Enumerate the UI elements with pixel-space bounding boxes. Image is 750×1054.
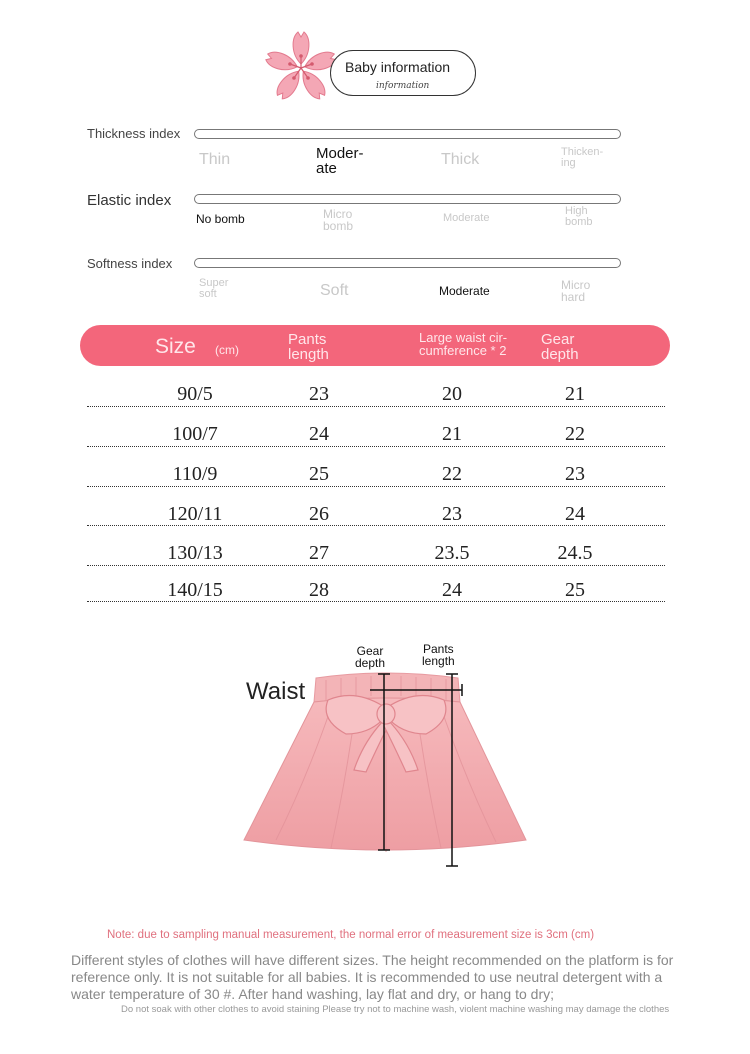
elastic-index-label: Elastic index bbox=[87, 192, 172, 209]
care-instructions: Different styles of clothes will have different sizes. The height recommended on the platform is for reference only. It is not suitable for all babies. It is recommended to use neutral detergent with a water temperature of 30 #. After hand washing, lay flat and dry, or hang to dry; bbox=[71, 952, 674, 1002]
cell-size: 110/9 bbox=[172, 463, 218, 485]
cell-size: 130/13 bbox=[167, 542, 223, 564]
thickness-index-label: Thickness index bbox=[87, 126, 181, 141]
cell-gear-depth: 23 bbox=[565, 463, 585, 485]
cell-gear-depth: 25 bbox=[565, 579, 585, 601]
row-divider bbox=[87, 601, 665, 602]
cell-waist: 21 bbox=[442, 423, 462, 445]
wash-warning: Do not soak with other clothes to avoid staining Please try not to machine wash, violent machine washing may damage the clothes bbox=[121, 1004, 670, 1015]
cell-pants-length: 23 bbox=[309, 383, 329, 405]
thickness-option-thickening: Thicken- ing bbox=[561, 146, 604, 169]
cell-pants-length: 26 bbox=[309, 503, 329, 525]
softness-option-micro-hard: Micro hard bbox=[561, 278, 591, 304]
row-divider bbox=[87, 486, 665, 487]
cell-size: 90/5 bbox=[177, 383, 213, 405]
header-size-unit: (cm) bbox=[215, 343, 239, 357]
softness-option-moderate: Moderate bbox=[439, 284, 490, 298]
header-subtitle: information bbox=[376, 81, 430, 91]
cell-waist: 23 bbox=[442, 503, 462, 525]
cell-size: 140/15 bbox=[167, 579, 223, 601]
pants-length-text: Pants length bbox=[422, 642, 455, 668]
cell-pants-length: 28 bbox=[309, 579, 329, 601]
cell-pants-length: 24 bbox=[309, 423, 329, 445]
header-waist: Large waist cir- cumference * 2 bbox=[419, 330, 508, 358]
softness-index-label: Softness index bbox=[87, 256, 173, 271]
thickness-option-moderate: Moder- ate bbox=[316, 145, 364, 177]
header-size: Size bbox=[155, 335, 196, 358]
measurement-lines bbox=[370, 670, 470, 870]
cell-gear-depth: 24 bbox=[565, 503, 585, 525]
elastic-index-bar bbox=[194, 194, 621, 204]
waist-label: Waist bbox=[246, 678, 306, 705]
header-title: Baby information bbox=[345, 59, 451, 75]
measurement-note: Note: due to sampling manual measurement, the normal error of measurement size is 3cm (cm) bbox=[107, 929, 595, 941]
pants-length-label bbox=[422, 643, 455, 667]
cell-waist: 22 bbox=[442, 463, 462, 485]
elastic-option-micro-bomb: Micro bomb bbox=[323, 207, 354, 233]
row-divider bbox=[87, 406, 665, 407]
cell-gear-depth: 24.5 bbox=[557, 542, 593, 564]
row-divider bbox=[87, 446, 665, 447]
softness-index-bar bbox=[194, 258, 621, 268]
flower-logo-icon bbox=[262, 28, 340, 106]
elastic-option-no-bomb: No bomb bbox=[196, 212, 245, 226]
cell-pants-length: 25 bbox=[309, 463, 329, 485]
cell-size: 100/7 bbox=[172, 423, 218, 445]
softness-option-super-soft: Super soft bbox=[199, 277, 229, 300]
row-divider bbox=[87, 525, 665, 526]
header-gear-depth: Gear depth bbox=[541, 331, 579, 363]
gear-depth-text: Gear depth bbox=[355, 644, 386, 670]
cell-gear-depth: 22 bbox=[565, 423, 585, 445]
header-pants-length: Pants length bbox=[288, 331, 329, 363]
cell-waist: 24 bbox=[442, 579, 462, 601]
softness-option-soft: Soft bbox=[320, 282, 349, 299]
thickness-index-bar bbox=[194, 129, 621, 139]
cell-pants-length: 27 bbox=[309, 542, 329, 564]
thickness-option-thick: Thick bbox=[441, 151, 480, 168]
elastic-option-high-bomb: High bomb bbox=[565, 205, 593, 228]
elastic-option-moderate: Moderate bbox=[443, 212, 490, 224]
cell-waist: 20 bbox=[442, 383, 462, 405]
thickness-option-thin: Thin bbox=[199, 151, 231, 168]
row-divider bbox=[87, 565, 665, 566]
cell-waist: 23.5 bbox=[434, 542, 470, 564]
gear-depth-label bbox=[355, 645, 385, 669]
cell-size: 120/11 bbox=[167, 503, 223, 525]
cell-gear-depth: 21 bbox=[565, 383, 585, 405]
